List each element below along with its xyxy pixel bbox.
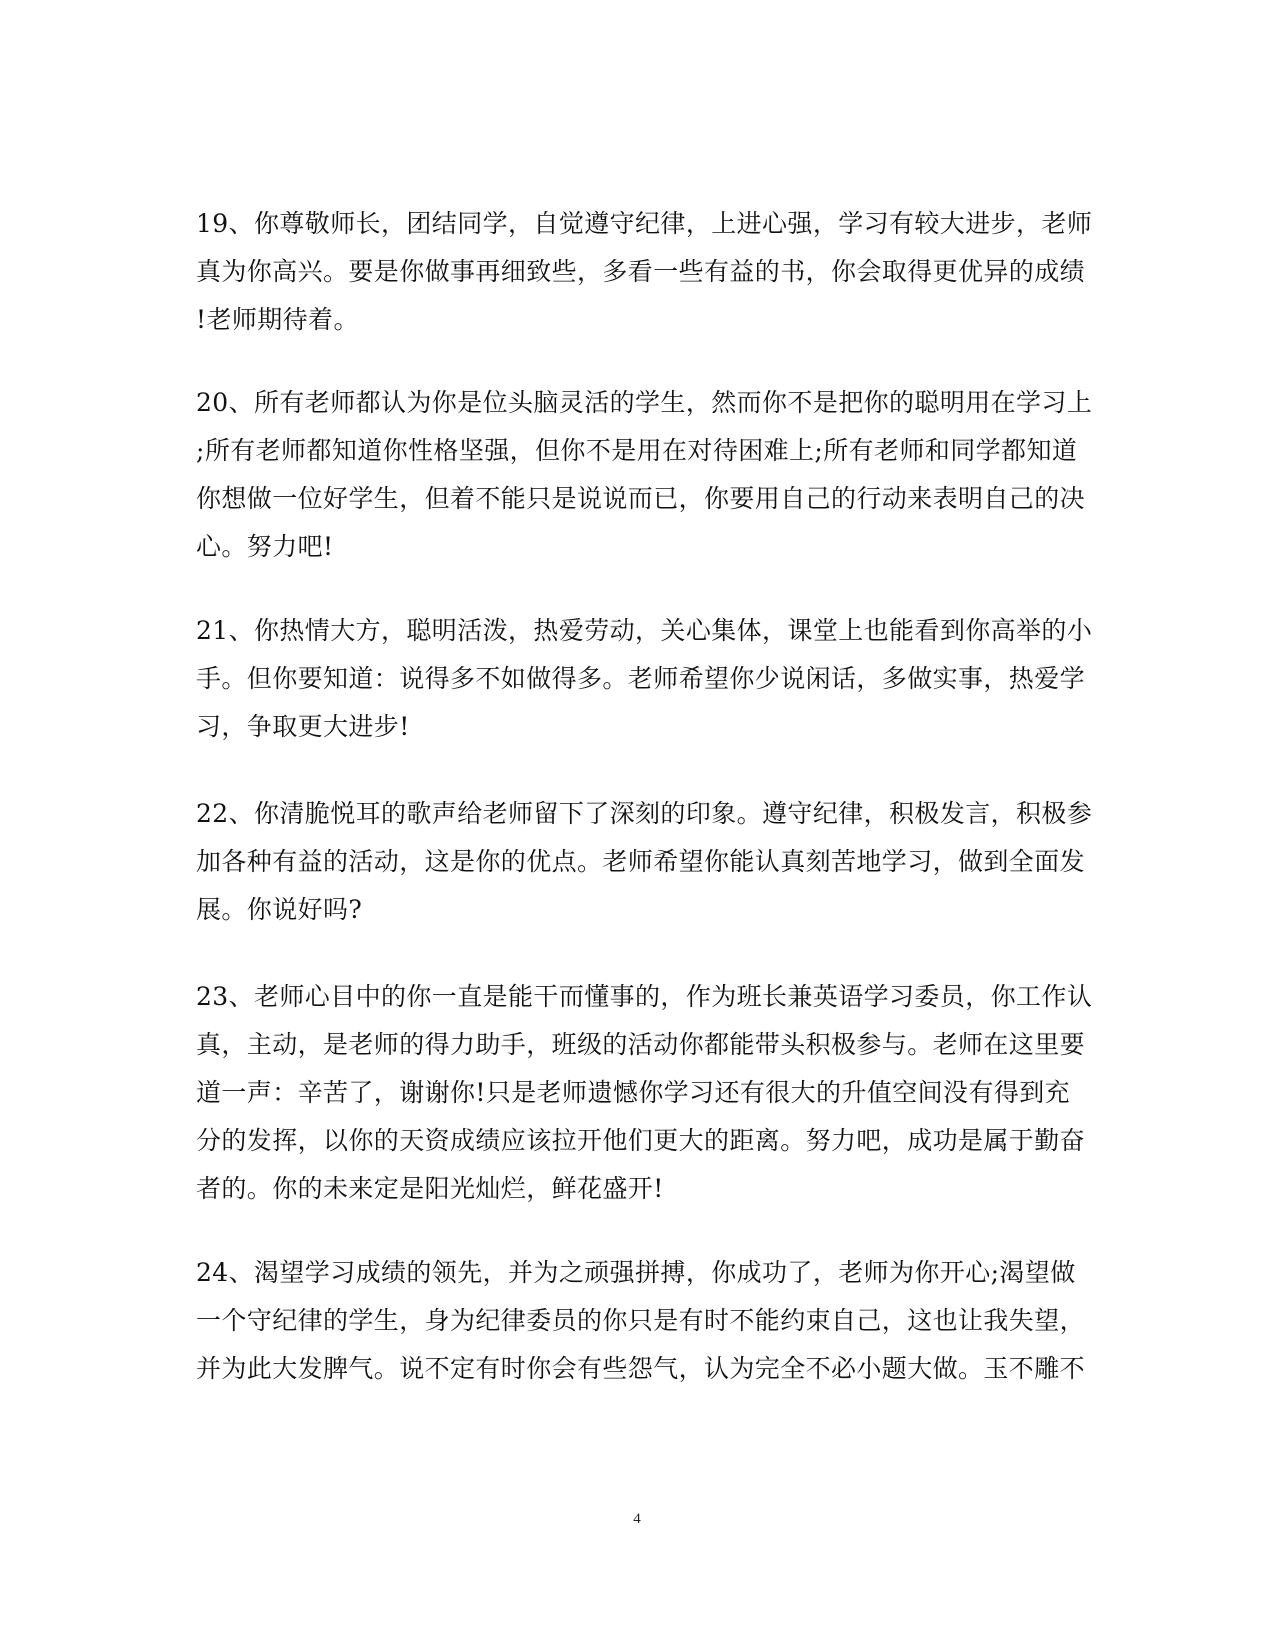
paragraph-line: 21、你热情大方，聪明活泼，热爱劳动，关心集体，课堂上也能看到你高举的小 bbox=[196, 616, 1093, 645]
paragraph-line: 一个守纪律的学生，身为纪律委员的你只是有时不能约束自己，这也让我失望， bbox=[196, 1306, 1086, 1335]
comment-paragraph-20 bbox=[196, 379, 1093, 571]
paragraph-line: 心。努力吧! bbox=[196, 532, 334, 561]
paragraph-line: 并为此大发脾气。说不定有时你会有些怨气，认为完全不必小题大做。玉不雕不 bbox=[196, 1354, 1086, 1383]
comment-paragraph-19 bbox=[196, 200, 1093, 344]
comment-paragraph-21 bbox=[196, 607, 1093, 751]
paragraph-line: 24、渴望学习成绩的领先，并为之顽强拼搏，你成功了，老师为你开心;渴望做 bbox=[196, 1258, 1076, 1287]
paragraph-line: 20、所有老师都认为你是位头脑灵活的学生，然而你不是把你的聪明用在学习上 bbox=[196, 388, 1093, 417]
comment-paragraph-22 bbox=[196, 790, 1093, 934]
comment-paragraph-23 bbox=[196, 973, 1093, 1213]
paragraph-line: 手。但你要知道：说得多不如做得多。老师希望你少说闲话，多做实事，热爱学 bbox=[196, 664, 1086, 693]
paragraph-line: 真，主动，是老师的得力助手，班级的活动你都能带头积极参与。老师在这里要 bbox=[196, 1030, 1086, 1059]
paragraph-line: 加各种有益的活动，这是你的优点。老师希望你能认真刻苦地学习，做到全面发 bbox=[196, 847, 1086, 876]
paragraph-line: 23、老师心目中的你一直是能干而懂事的，作为班长兼英语学习委员，你工作认 bbox=[196, 982, 1093, 1011]
paragraph-line: 你想做一位好学生，但着不能只是说说而已，你要用自己的行动来表明自己的决 bbox=[196, 484, 1086, 513]
paragraph-line: 展。你说好吗? bbox=[196, 895, 363, 924]
paragraph-line: ;所有老师都知道你性格坚强，但你不是用在对待困难上;所有老师和同学都知道 bbox=[196, 436, 1078, 465]
paragraph-line: 22、你清脆悦耳的歌声给老师留下了深刻的印象。遵守纪律，积极发言，积极参 bbox=[196, 799, 1093, 828]
paragraph-line: 分的发挥，以你的天资成绩应该拉开他们更大的距离。努力吧，成功是属于勤奋 bbox=[196, 1126, 1086, 1155]
paragraph-line: 真为你高兴。要是你做事再细致些，多看一些有益的书，你会取得更优异的成绩 bbox=[196, 257, 1086, 286]
paragraph-line: 习，争取更大进步! bbox=[196, 712, 410, 741]
comment-paragraph-24 bbox=[196, 1249, 1086, 1393]
paragraph-line: 19、你尊敬师长，团结同学，自觉遵守纪律，上进心强，学习有较大进步，老师 bbox=[196, 209, 1093, 238]
page-number: 4 bbox=[633, 1511, 641, 1527]
paragraph-line: 者的。你的未来定是阳光灿烂，鲜花盛开! bbox=[196, 1174, 664, 1203]
paragraph-line: 道一声：辛苦了，谢谢你!只是老师遗憾你学习还有很大的升值空间没有得到充 bbox=[196, 1078, 1071, 1107]
paragraph-line: !老师期待着。 bbox=[196, 305, 359, 334]
